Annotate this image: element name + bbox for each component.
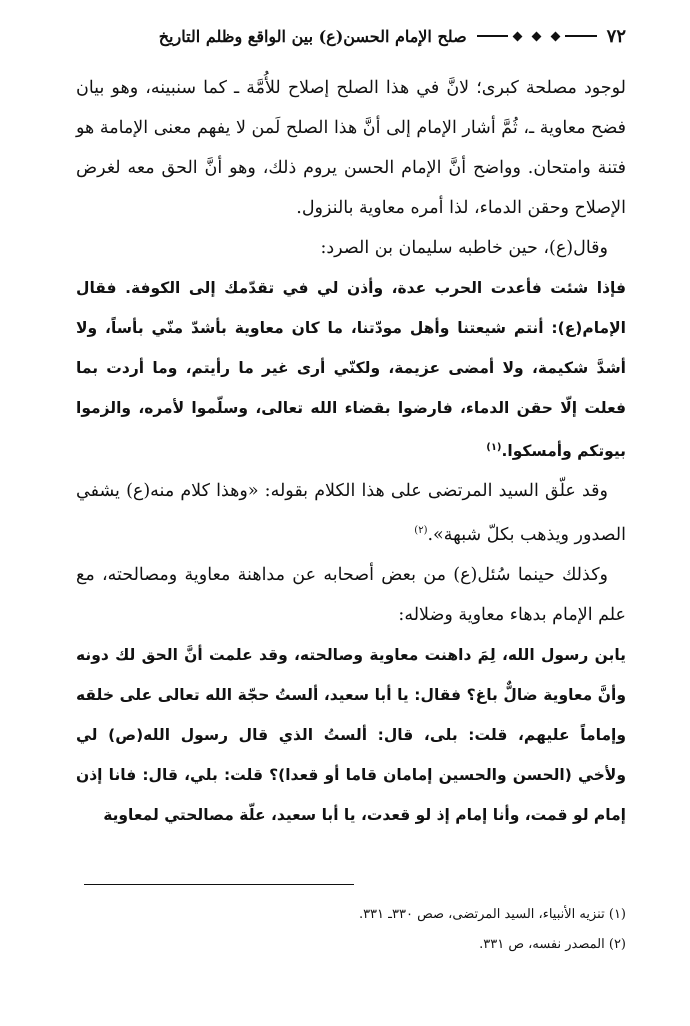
footnote-1: (١) تنزيه الأنبياء، السيد المرتضى، صص ٣٣٠ـ ٣٣١. bbox=[358, 907, 626, 922]
header-ornament bbox=[477, 33, 597, 40]
running-title: صلح الإمام الحسن(ع) بين الواقع وظلم التاريخ bbox=[158, 26, 467, 46]
footnotes bbox=[66, 900, 626, 960]
footnote-marker-2: (٢) bbox=[414, 525, 428, 537]
page-header bbox=[76, 18, 626, 54]
footnote-marker-1: (١) bbox=[486, 442, 502, 453]
quote-block-1 bbox=[76, 268, 626, 471]
page-number: ٧٢ bbox=[606, 25, 626, 47]
quote-2-text: يابن رسول الله، لِمَ داهنت معاوية وصالحته، وقد علمت أنَّ الحق لك دونه وأنَّ معاوية ضالٌّ باغ؟ فقال: يا أبا سعيد، ألستُ حجّة الله تعالى على خلقه وإماماً عليهم، قلت: بلى، قال: ألستُ الذي قال رسول الله(ص) لي ولأخي (الحسن والحسين إمامان قاما أو قعدا)؟ قلت: بلي، قال: فانا إذن إمام لو قمت، وأنا إمام إذ لو قعدت، يا أبا سعيد، علّة مصالحتي لمعاوية bbox=[76, 645, 626, 824]
paragraph-4: وكذلك حينما سُئل(ع) من بعض أصحابه عن مداهنة معاوية ومصالحته، مع علم الإمام بدهاء معاوية وضلاله: bbox=[76, 564, 626, 625]
main-text-2 bbox=[76, 471, 626, 635]
paragraph-2: وقال(ع)، حين خاطبه سليمان بن الصرد: bbox=[320, 238, 608, 258]
main-text bbox=[76, 68, 626, 268]
quote-block-2 bbox=[76, 635, 626, 835]
paragraph-1: لوجود مصلحة كبرى؛ لانَّ في هذا الصلح إصلاح للأُمَّة ـ كما سنبينه، وهو بيان فضح معاوية ـ، ثُمَّ أشار الإمام إلى أنَّ هذا الصلح لَمن لا يفهم معنى الإمامة هو فتنة وامتحان. وواضح أنَّ الإمام الحسن يروم ذلك، وهو أنَّ الحق معه لغرض الإصلاح وحقن الدماء، لذا أمره معاوية بالنزول. bbox=[76, 78, 626, 218]
footnote-separator bbox=[84, 884, 354, 885]
footnote-2: (٢) المصدر نفسه، ص ٣٣١. bbox=[479, 937, 626, 952]
quote-1-text: فإذا شئت فأعدت الحرب عدة، وأذن لي في تقدّمك إلى الكوفة. فقال الإمام(ع): أنتم شيعتنا وأهل مودّتنا، ما كان معاوية بأشدّ منّي بأساً، ولا أشدَّ شكيمة، ولا أمضى عزيمة، ولكنّي أرى غير ما رأيتم، وما أردت بما فعلت إلّا حقن الدماء، فارضوا بقضاء الله تعالى، وسلّموا لأمره، والزموا بيوتكم وأمسكوا. bbox=[76, 279, 626, 461]
paragraph-3: وقد علّق السيد المرتضى على هذا الكلام بقوله: «وهذا كلام منه(ع) يشفي الصدور ويذهب بكلّ شبهة». bbox=[76, 481, 626, 545]
